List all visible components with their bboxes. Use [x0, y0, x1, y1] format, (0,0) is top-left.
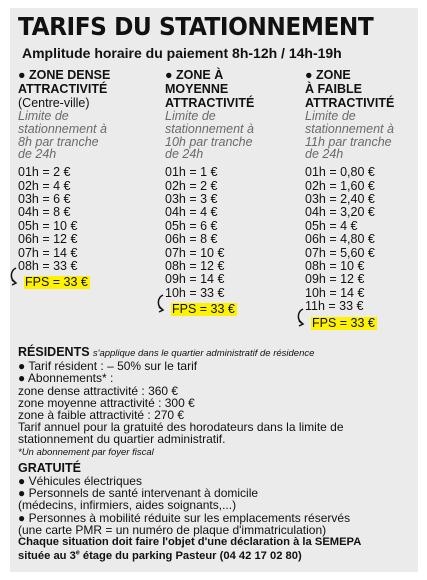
residents-title: RÉSIDENTS: [18, 345, 90, 359]
rate-item: 05h = 4 €: [305, 218, 358, 233]
gratuite-title: GRATUITÉ: [18, 461, 81, 475]
rate-item: 05h = 10 €: [18, 218, 78, 233]
rate-item: 06h = 12 €: [18, 232, 78, 247]
footer-line-2: [18, 550, 418, 564]
rate-item: 07h = 14 €: [18, 245, 78, 260]
fps-highlight: FPS = 33 €: [312, 315, 375, 330]
rate-item: 11h = 33 €: [305, 299, 364, 314]
fps-wrapper: [24, 273, 90, 290]
rate-item: 04h = 8 €: [18, 205, 71, 220]
rate-item: 10h = 33 €: [165, 285, 225, 300]
rate-item: 02h = 4 €: [18, 178, 71, 193]
tariff-panel: [10, 8, 418, 572]
zone-name: ● ZONE À MOYENNE ATTRACTIVITÉ: [165, 68, 255, 110]
rate-item: 08h = 33 €: [18, 259, 78, 274]
zone-column-dense: [18, 68, 153, 290]
gratuite-item-sante-detail: (médecins, infirmiers, aides soignants,...): [18, 498, 237, 513]
footer-superscript: e: [75, 548, 80, 556]
gratuite-section: [18, 462, 418, 536]
rate-item: 07h = 10 €: [165, 245, 225, 260]
rate-list: [165, 166, 300, 300]
rate-item: 04h = 3,20 €: [305, 205, 375, 220]
residents-section: [18, 346, 418, 459]
rate-item: 01h = 1 €: [165, 165, 218, 180]
zone-name: ● ZONE À FAIBLE ATTRACTIVITÉ: [305, 68, 395, 110]
gratuite-item-pmr: ● Personnes à mobilité réduite sur les emplacements réservés: [18, 510, 351, 525]
rate-item: 01h = 0,80 €: [305, 165, 375, 180]
rate-item: 03h = 3 €: [165, 192, 218, 206]
resident-abonnements: ● Abonnements* :: [18, 371, 114, 386]
fps-wrapper: [171, 300, 237, 317]
fps-wrapper: [311, 314, 377, 331]
rate-item: 09h = 12 €: [305, 272, 365, 287]
zone-name: ● ZONE DENSE ATTRACTIVITÉ: [18, 68, 111, 96]
rate-list: [305, 166, 427, 313]
rate-item: 04h = 4 €: [165, 205, 218, 220]
rate-item: 02h = 1,60 €: [305, 178, 375, 193]
tarif-annuel-text: Tarif annuel pour la gratuité des horodateurs dans la limite de stationnement du quartier administratif.: [18, 420, 344, 447]
zone-subtitle: (Centre-ville): [18, 96, 90, 110]
residents-note: s'applique dans le quartier administratif de résidence: [92, 348, 315, 359]
fps-row: [165, 300, 300, 317]
zone-limit-description: Limite de stationnement à 11h par tranche de 24h: [305, 109, 394, 162]
curved-arrow-icon: [9, 267, 19, 287]
rate-item: 09h = 14 €: [165, 272, 225, 287]
rate-item: 01h = 2 €: [18, 165, 71, 180]
zone-column-faible: [305, 68, 427, 328]
rate-item: 05h = 6 €: [165, 218, 218, 233]
resident-tarif: ● Tarif résident : – 50% sur le tarif: [18, 359, 198, 374]
fps-row: [18, 273, 153, 290]
rate-item: 10h = 14 €: [305, 285, 365, 300]
gratuite-item-vehicules: ● Véhicules électriques: [18, 474, 142, 488]
curved-arrow-icon: [296, 308, 306, 328]
rate-item: 03h = 6 €: [18, 192, 71, 206]
abonnement-zone-faible: zone à faible attractivité : 270 €: [18, 408, 185, 423]
gratuite-item-sante: ● Personnels de santé intervenant à domicile: [18, 486, 259, 501]
rate-list: [18, 166, 153, 273]
rate-item: 08h = 10 €: [305, 259, 365, 274]
rate-item: 03h = 2,40 €: [305, 192, 375, 206]
fps-highlight: FPS = 33 €: [172, 302, 235, 317]
footer-line-2-end: étage du parking Pasteur (04 42 17 02 80): [79, 549, 302, 562]
abonnement-footnote: *Un abonnement par foyer fiscal: [18, 446, 154, 458]
rate-item: 06h = 8 €: [165, 232, 218, 247]
rate-item: 07h = 5,60 €: [305, 245, 375, 260]
zone-limit-description: Limite de stationnement à 8h par tranche de 24h: [18, 109, 107, 162]
footer-line-1: Chaque situation doit faire l'objet d'une déclaration à la SEMEPA: [18, 536, 362, 548]
footer-line-2-start: située au 3: [18, 549, 76, 562]
zone-column-moyenne: [165, 68, 300, 317]
gratuite-item-pmr-detail: (une carte PMR = un numéro de plaque d'immatriculation): [18, 522, 327, 537]
abonnement-zone-dense: zone dense attractivité : 360 €: [18, 383, 179, 398]
rate-item: 02h = 2 €: [165, 178, 218, 193]
rate-item: 06h = 4,80 €: [305, 232, 375, 247]
fps-highlight: FPS = 33 €: [25, 275, 88, 290]
page-title: TARIFS DU STATIONNEMENT: [18, 12, 374, 41]
zone-limit-description: Limite de stationnement à 10h par tranche de 24h: [165, 109, 254, 162]
page-subtitle: Amplitude horaire du paiement 8h-12h / 14h-19h: [22, 45, 342, 61]
footer-note: [18, 536, 418, 563]
rate-item: 08h = 12 €: [165, 259, 225, 274]
abonnement-zone-moyenne: zone moyenne attractivité : 300 €: [18, 395, 195, 410]
curved-arrow-icon: [156, 294, 166, 314]
fps-row: [305, 314, 427, 328]
